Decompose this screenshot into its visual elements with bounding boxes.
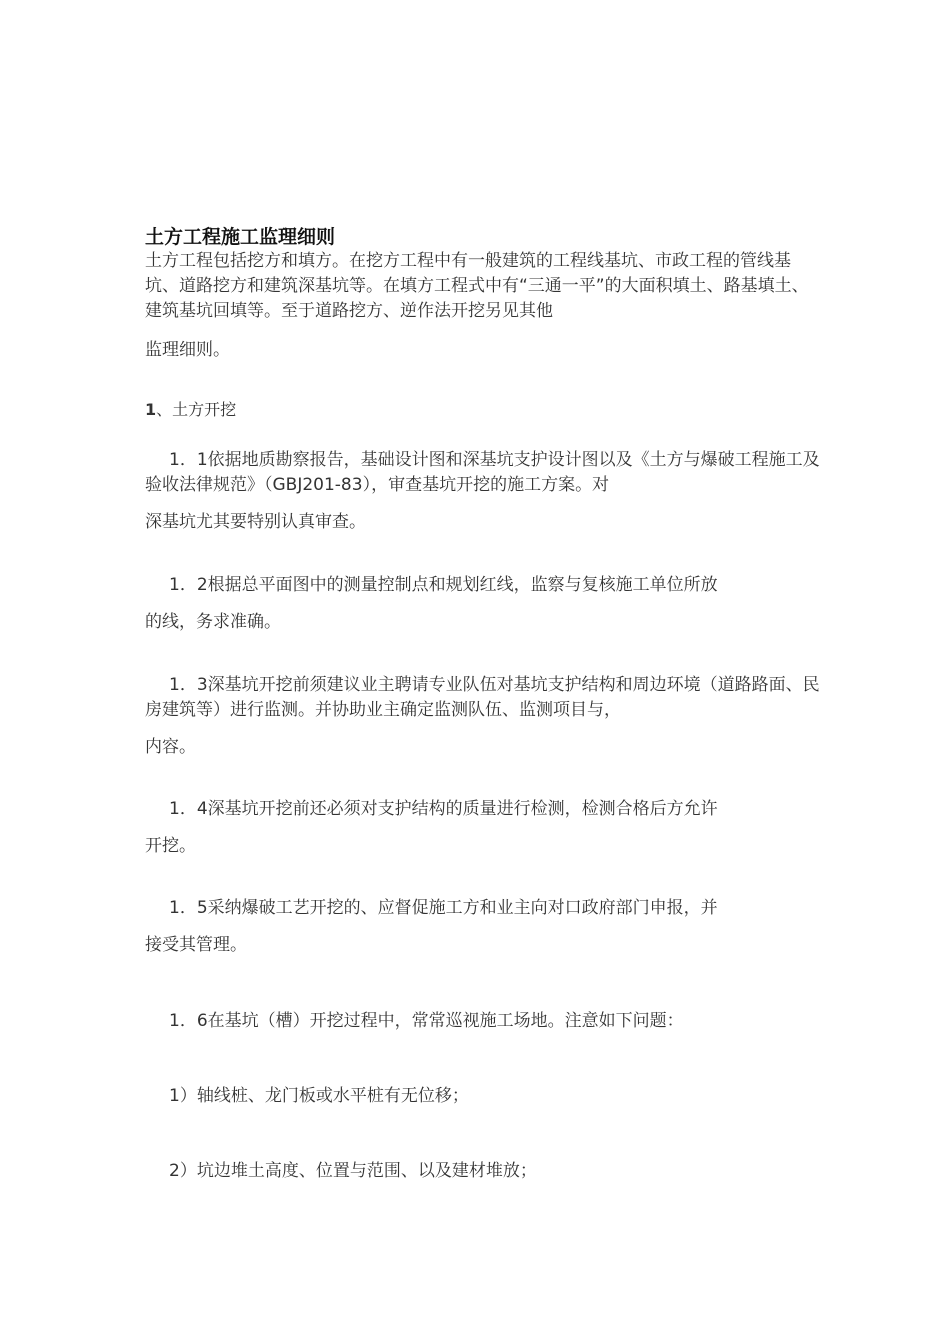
intro-text: 土方工程包括挖方和填方。在挖方工程中有一般建筑的工程线基坑、市政工程的管线基坑、道路挖方和建筑深基坑等。在填方工程式中有“三通一平”的大面积填土、路基填土、建筑基坑回填等。至于道路挖方、逆作法开挖另见其他 xyxy=(145,251,809,321)
intro-paragraph xyxy=(145,249,810,363)
paragraph-tail: 内容。 xyxy=(145,737,196,757)
paragraph-body: 1．2根据总平面图中的测量控制点和规划红线，监察与复核施工单位所放 xyxy=(169,575,718,595)
paragraph-tail: 深基坑尤其要特别认真审查。 xyxy=(145,512,366,532)
paragraph-1-4 xyxy=(145,797,820,859)
paragraph-1-6 xyxy=(145,1009,820,1034)
section-title: 、土方开挖 xyxy=(156,400,237,419)
list-item: 2）坑边堆土高度、位置与范围、以及建材堆放； xyxy=(169,1161,537,1181)
paragraph-tail: 开挖。 xyxy=(145,836,196,856)
paragraph-tail: 接受其管理。 xyxy=(145,935,247,955)
paragraph-body: 1．4深基坑开挖前还必须对支护结构的质量进行检测，检测合格后方允许 xyxy=(169,799,718,819)
paragraph-1-1 xyxy=(145,448,820,535)
paragraph-body: 1．5采纳爆破工艺开挖的、应督促施工方和业主向对口政府部门申报，并 xyxy=(169,898,718,918)
intro-last-line: 监理细则。 xyxy=(145,340,230,360)
paragraph-body: 1．6在基坑（槽）开挖过程中，常常巡视施工场地。注意如下问题： xyxy=(169,1011,684,1031)
list-item: 1）轴线桩、龙门板或水平桩有无位移； xyxy=(169,1086,469,1106)
paragraph-1-5 xyxy=(145,896,820,958)
paragraph-tail: 的线，务求准确。 xyxy=(145,612,281,632)
section-number: 1 xyxy=(145,400,157,419)
paragraph-body: 1．1依据地质勘察报告，基础设计图和深基坑支护设计图以及《土方与爆破工程施工及验收法律规范》（GBJ201-83），审查基坑开挖的施工方案。对 xyxy=(145,450,820,495)
paragraph-1-3 xyxy=(145,673,820,760)
section-heading xyxy=(145,398,236,422)
document-title: 土方工程施工监理细则 xyxy=(145,226,336,248)
paragraph-body: 1．3深基坑开挖前须建议业主聘请专业队伍对基坑支护结构和周边环境（道路路面、民房建筑等）进行监测。并协助业主确定监测队伍、监测项目与， xyxy=(145,675,820,720)
paragraph-1-2 xyxy=(145,573,820,635)
